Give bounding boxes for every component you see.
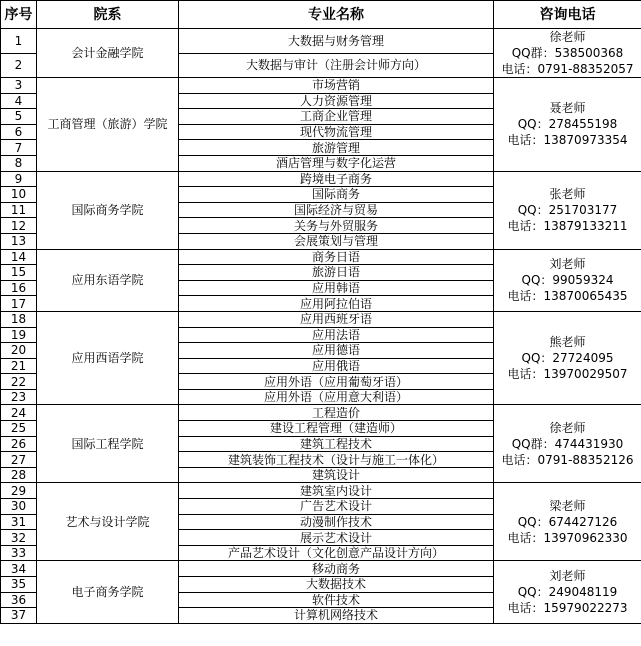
row-number: 11 — [1, 202, 37, 218]
contact-info — [494, 311, 641, 405]
major-name: 跨境电子商务 — [179, 171, 494, 187]
header-no: 序号 — [1, 1, 37, 29]
qq-label: QQ： — [517, 585, 549, 600]
college-name: 国际工程学院 — [37, 405, 179, 483]
row-number: 16 — [1, 280, 37, 296]
major-name: 软件技术 — [179, 592, 494, 608]
major-name: 应用德语 — [179, 343, 494, 359]
row-number: 13 — [1, 233, 37, 249]
contact-info — [494, 405, 641, 483]
qq-number: 538500368 — [554, 46, 624, 60]
contact-phone — [496, 366, 639, 382]
college-name: 会计金融学院 — [37, 29, 179, 78]
row-number: 14 — [1, 249, 37, 265]
college-name: 艺术与设计学院 — [37, 483, 179, 561]
major-name: 展示艺术设计 — [179, 530, 494, 546]
row-number: 35 — [1, 577, 37, 593]
major-name: 建筑室内设计 — [179, 483, 494, 499]
major-name: 建筑设计 — [179, 467, 494, 483]
row-number: 8 — [1, 155, 37, 171]
contact-qq — [496, 436, 639, 452]
college-name: 电子商务学院 — [37, 561, 179, 623]
contact-info — [494, 29, 641, 78]
phone-number: 0791-88352057 — [537, 62, 634, 76]
contact-qq — [496, 45, 639, 61]
qq-label: QQ： — [517, 203, 549, 218]
contact-phone — [496, 218, 639, 234]
contact-info — [494, 171, 641, 249]
row-number: 34 — [1, 561, 37, 577]
row-number: 27 — [1, 452, 37, 468]
row-number: 10 — [1, 187, 37, 203]
row-number: 9 — [1, 171, 37, 187]
phone-number: 13970029507 — [543, 367, 628, 382]
phone-label: 电话： — [507, 367, 544, 382]
table-row — [1, 29, 641, 54]
contact-phone — [496, 530, 639, 546]
header-college: 院系 — [37, 1, 179, 29]
major-name: 计算机网络技术 — [179, 608, 494, 624]
phone-label: 电话： — [501, 62, 538, 76]
college-name: 应用东语学院 — [37, 249, 179, 311]
row-number: 12 — [1, 218, 37, 234]
major-name: 建筑工程技术 — [179, 436, 494, 452]
row-number: 23 — [1, 389, 37, 405]
qq-label: QQ： — [521, 351, 553, 366]
contact-teacher: 徐老师 — [549, 420, 586, 435]
row-number: 37 — [1, 608, 37, 624]
phone-label: 电话： — [507, 530, 544, 545]
row-number: 28 — [1, 467, 37, 483]
contact-info — [494, 561, 641, 623]
contact-info — [494, 249, 641, 311]
contact-teacher: 聂老师 — [549, 101, 586, 116]
major-name: 人力资源管理 — [179, 93, 494, 109]
major-name: 产品艺术设计（文化创意产品设计方向） — [179, 545, 494, 561]
qq-label: QQ： — [521, 273, 553, 288]
row-number: 1 — [1, 29, 37, 54]
phone-number: 13870973354 — [543, 133, 628, 148]
qq-number: 99059324 — [552, 273, 614, 288]
contact-phone — [496, 288, 639, 304]
phone-label: 电话： — [501, 452, 538, 467]
contact-info — [494, 78, 641, 172]
major-name: 应用阿拉伯语 — [179, 296, 494, 312]
phone-number: 13879133211 — [543, 219, 628, 234]
phone-number: 0791-88352126 — [537, 452, 634, 467]
major-name: 市场营销 — [179, 78, 494, 94]
major-name: 应用韩语 — [179, 280, 494, 296]
phone-label: 电话： — [507, 601, 544, 616]
row-number: 5 — [1, 109, 37, 125]
row-number: 33 — [1, 545, 37, 561]
row-number: 7 — [1, 140, 37, 156]
contact-qq — [496, 272, 639, 288]
contact-teacher: 梁老师 — [549, 498, 586, 513]
contact-phone — [496, 452, 639, 468]
qq-number: 474431930 — [554, 436, 624, 451]
row-number: 20 — [1, 343, 37, 359]
college-name: 应用西语学院 — [37, 311, 179, 405]
qq-number: 251703177 — [548, 203, 618, 218]
qq-label: QQ： — [517, 117, 549, 132]
major-name: 商务日语 — [179, 249, 494, 265]
row-number: 36 — [1, 592, 37, 608]
table-row — [1, 171, 641, 187]
contact-qq — [496, 116, 639, 132]
major-name: 移动商务 — [179, 561, 494, 577]
contact-phone — [496, 600, 639, 616]
major-name: 国际经济与贸易 — [179, 202, 494, 218]
table-row — [1, 561, 641, 577]
major-name: 大数据与审计（注册会计师方向） — [179, 53, 494, 78]
row-number: 3 — [1, 78, 37, 94]
major-name: 应用西班牙语 — [179, 311, 494, 327]
contact-teacher: 张老师 — [549, 187, 586, 202]
phone-label: 电话： — [507, 133, 544, 148]
major-name: 关务与外贸服务 — [179, 218, 494, 234]
qq-label: QQ群： — [511, 46, 555, 60]
contact-qq — [496, 584, 639, 600]
row-number: 25 — [1, 421, 37, 437]
major-name: 应用外语（应用意大利语） — [179, 389, 494, 405]
row-number: 17 — [1, 296, 37, 312]
major-name: 应用外语（应用葡萄牙语） — [179, 374, 494, 390]
header-contact: 咨询电话 — [494, 1, 641, 29]
phone-label: 电话： — [507, 219, 544, 234]
qq-number: 674427126 — [548, 514, 618, 529]
qq-number: 27724095 — [552, 351, 614, 366]
contact-qq — [496, 350, 639, 366]
row-number: 6 — [1, 124, 37, 140]
major-name: 酒店管理与数字化运营 — [179, 155, 494, 171]
college-name: 工商管理（旅游）学院 — [37, 78, 179, 172]
table-row — [1, 249, 641, 265]
table-body — [1, 29, 641, 624]
header-major: 专业名称 — [179, 1, 494, 29]
contact-phone — [496, 132, 639, 148]
phone-number: 13870065435 — [543, 289, 628, 304]
contact-qq — [496, 514, 639, 530]
phone-number: 13970962330 — [543, 530, 628, 545]
row-number: 22 — [1, 374, 37, 390]
row-number: 18 — [1, 311, 37, 327]
contact-info — [494, 483, 641, 561]
row-number: 19 — [1, 327, 37, 343]
major-name: 应用俄语 — [179, 358, 494, 374]
contact-teacher: 徐老师 — [549, 30, 586, 44]
row-number: 32 — [1, 530, 37, 546]
row-number: 24 — [1, 405, 37, 421]
major-name: 大数据技术 — [179, 577, 494, 593]
major-name: 国际商务 — [179, 187, 494, 203]
college-name: 国际商务学院 — [37, 171, 179, 249]
contact-teacher: 熊老师 — [549, 335, 586, 350]
contact-teacher: 刘老师 — [549, 569, 586, 584]
major-name: 广告艺术设计 — [179, 499, 494, 515]
row-number: 21 — [1, 358, 37, 374]
qq-label: QQ群： — [511, 436, 555, 451]
row-number: 29 — [1, 483, 37, 499]
row-number: 30 — [1, 499, 37, 515]
major-name: 工商企业管理 — [179, 109, 494, 125]
row-number: 4 — [1, 93, 37, 109]
major-name: 现代物流管理 — [179, 124, 494, 140]
contact-teacher: 刘老师 — [549, 257, 586, 272]
qq-label: QQ： — [517, 514, 549, 529]
major-name: 应用法语 — [179, 327, 494, 343]
row-number: 15 — [1, 265, 37, 281]
major-name: 建设工程管理（建造师） — [179, 421, 494, 437]
qq-number: 278455198 — [548, 117, 618, 132]
major-name: 会展策划与管理 — [179, 233, 494, 249]
row-number: 26 — [1, 436, 37, 452]
qq-number: 249048119 — [548, 585, 618, 600]
row-number: 2 — [1, 53, 37, 78]
major-name: 动漫制作技术 — [179, 514, 494, 530]
major-name: 旅游日语 — [179, 265, 494, 281]
major-name: 旅游管理 — [179, 140, 494, 156]
table-row — [1, 483, 641, 499]
major-name: 工程造价 — [179, 405, 494, 421]
major-name: 大数据与财务管理 — [179, 29, 494, 54]
phone-number: 15979022273 — [543, 601, 628, 616]
table-row — [1, 405, 641, 421]
contact-phone — [496, 61, 639, 77]
table-row — [1, 78, 641, 94]
phone-label: 电话： — [507, 289, 544, 304]
table-row — [1, 311, 641, 327]
major-name: 建筑装饰工程技术（设计与施工一体化） — [179, 452, 494, 468]
contact-qq — [496, 202, 639, 218]
header-row — [1, 1, 641, 29]
row-number: 31 — [1, 514, 37, 530]
